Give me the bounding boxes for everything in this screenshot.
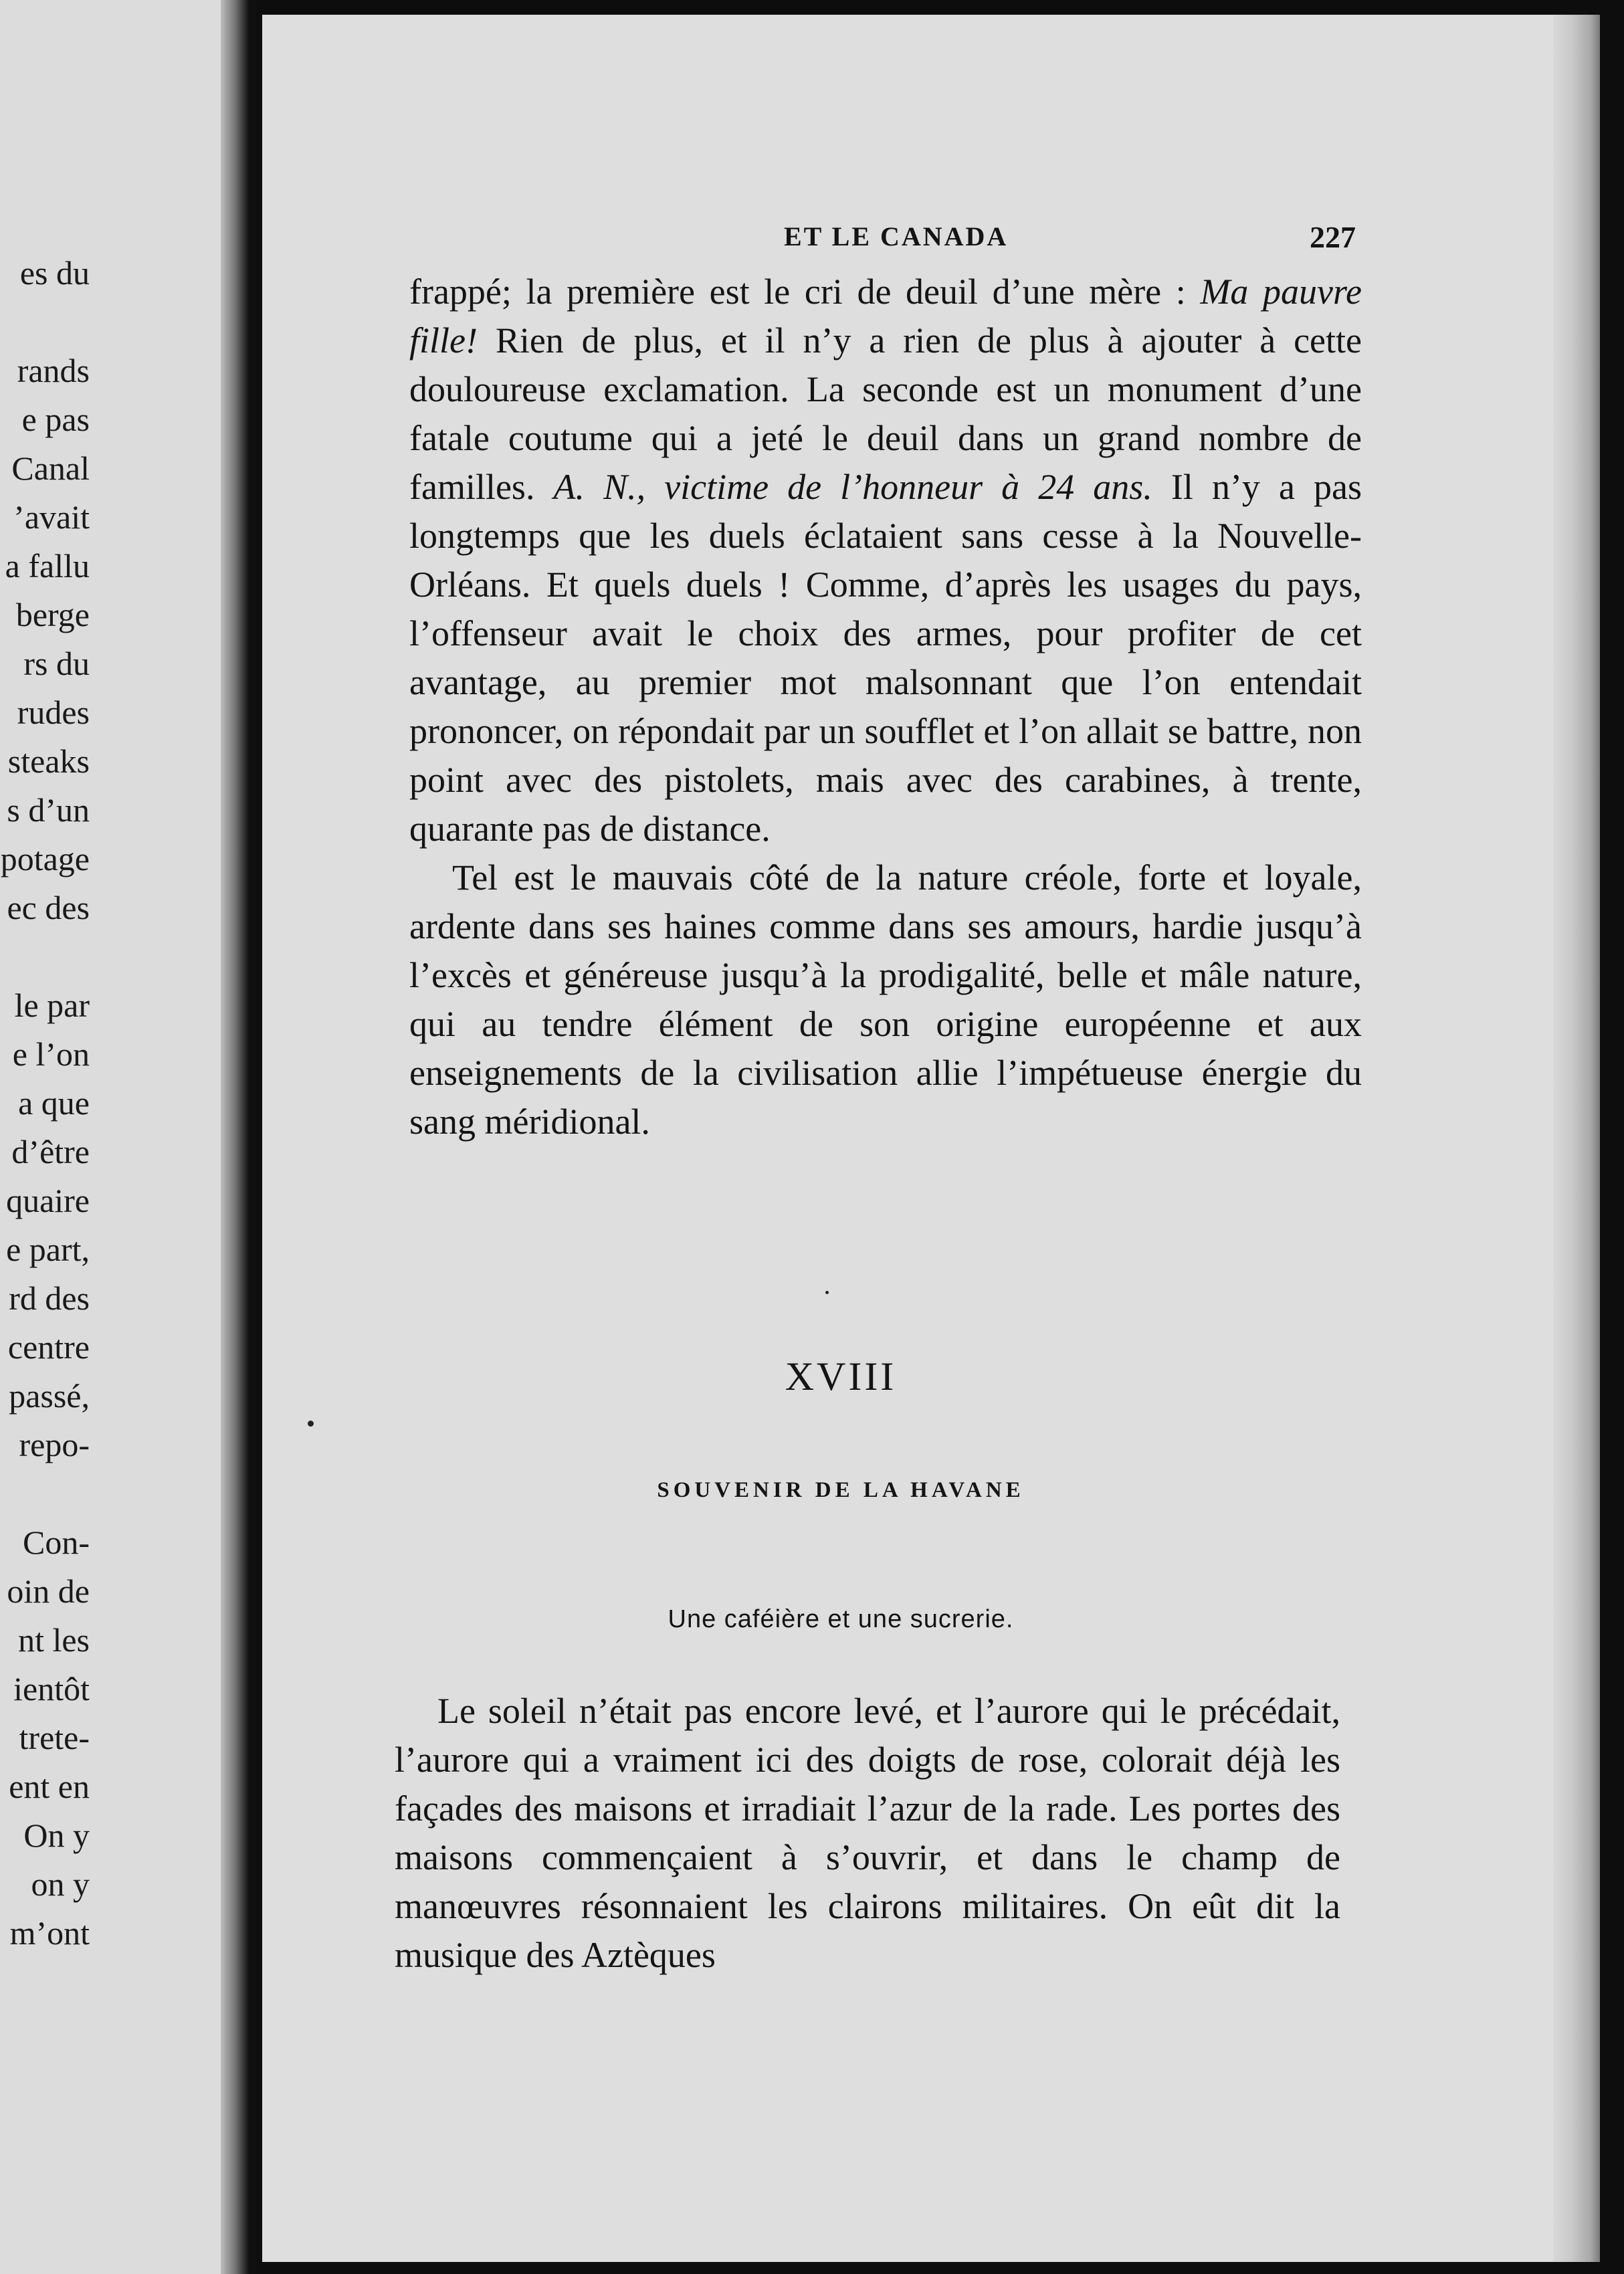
paragraph-text: Rien de plus, et il n’y a rien de plus à ajouter à cette douloureuse exclamation. La seconde est un monument d’une fatale coutume qui a jeté le deuil dans un grand nombre de familles. [409, 320, 1362, 507]
left-page-line: oin de [7, 1572, 90, 1610]
left-page-line: e l’on [12, 1035, 90, 1073]
left-page-line: repo- [19, 1426, 90, 1463]
left-page-line: centre [7, 1328, 90, 1366]
left-page-line: e part, [6, 1231, 90, 1268]
text-block-top [409, 268, 1362, 1146]
left-page-line: potage [0, 840, 90, 877]
gutter-shadow [221, 0, 261, 2274]
left-page-line: nt les [18, 1621, 90, 1659]
paragraph-text: frappé; la première est le cri de deuil d’une mère : [409, 272, 1201, 312]
left-page-line: trete- [19, 1719, 90, 1756]
paragraph-duels [409, 268, 1362, 853]
left-page-line: m’ont [9, 1914, 90, 1952]
left-page-line: ientôt [13, 1670, 90, 1708]
left-page-line: passé, [9, 1377, 90, 1415]
running-head: ET LE CANADA [784, 221, 1009, 251]
paper-speck [308, 1421, 314, 1427]
paragraph-creole-nature: Tel est le mauvais côté de la nature créole, forte et loyale, ardente dans ses haines comme dans ses amours, hardie jusqu’à l’excès et généreuse jusqu’à la prodigalité, belle et mâle nature, qui au tendre élément de son origine européenne et aux enseignements de la civilisation allie l’impétueuse énergie du sang méridional. [409, 857, 1362, 1142]
left-page-line: a que [18, 1084, 90, 1122]
left-page-line: le par [14, 987, 90, 1024]
left-page-line: d’être [11, 1133, 90, 1170]
left-page-line: ’avait [13, 498, 90, 536]
left-page-line: on y [31, 1865, 90, 1903]
left-page-line: rd des [9, 1279, 90, 1317]
chapter-number: XVIII [785, 1354, 897, 1399]
page-number: 227 [1310, 220, 1356, 254]
page-edge [1553, 15, 1600, 2262]
left-page-line: Canal [11, 449, 90, 487]
left-page-line: s d’un [7, 791, 90, 829]
left-page-line: a fallu [5, 547, 90, 585]
left-page-line: berge [15, 596, 90, 633]
book-page [262, 15, 1600, 2262]
paragraph-havana: Le soleil n’était pas encore levé, et l’aurore qui le précédait, l’aurore qui a vraiment ici des doigts de rose, colorait déjà les façades des maisons et irradiait l’azur de la rade. Les portes des maisons commençaient à s’ouvrir, et dans le champ de manœuvres résonnaient les clairons militaires. On eût dit la musique des Aztèques [395, 1691, 1340, 1975]
left-page-line: rudes [17, 694, 90, 731]
chapter-subtitle: Une caféière et une sucrerie. [668, 1605, 1014, 1633]
left-page-line: e pas [21, 401, 90, 438]
left-page-line: ent en [9, 1768, 90, 1805]
text-block-bottom [395, 1687, 1340, 1980]
italic-epitaph: A. N., victime de l’honneur à 24 ans. [553, 467, 1152, 507]
chapter-title: SOUVENIR DE LA HAVANE [657, 1478, 1025, 1502]
paragraph-text: Il n’y a pas longtemps que les duels éclataient sans cesse à la Nouvelle-Orléans. Et quels duels ! Comme, d’après les usages du pays, l’offenseur avait le choix des armes, pour profiter de cet avantage, au premier mot malsonnant que l’on entendait prononcer, on répondait par un soufflet et l’on allait se battre, non point avec des pistolets, mais avec des carabines, à trente, quarante pas de distance. [409, 467, 1362, 849]
left-page-line: rands [17, 352, 90, 389]
left-page-line: On y [23, 1817, 90, 1854]
left-page-line: es du [19, 254, 90, 292]
left-page-line: quaire [6, 1182, 90, 1219]
left-page-line: steaks [7, 742, 90, 780]
left-page-line: ec des [7, 889, 90, 926]
left-page-line: rs du [23, 645, 90, 682]
left-page-fragment [0, 0, 235, 2274]
left-page-line: Con- [23, 1524, 90, 1561]
paper-speck [825, 1291, 829, 1294]
italic-quote: Ma pauvre fille! [409, 272, 1362, 360]
